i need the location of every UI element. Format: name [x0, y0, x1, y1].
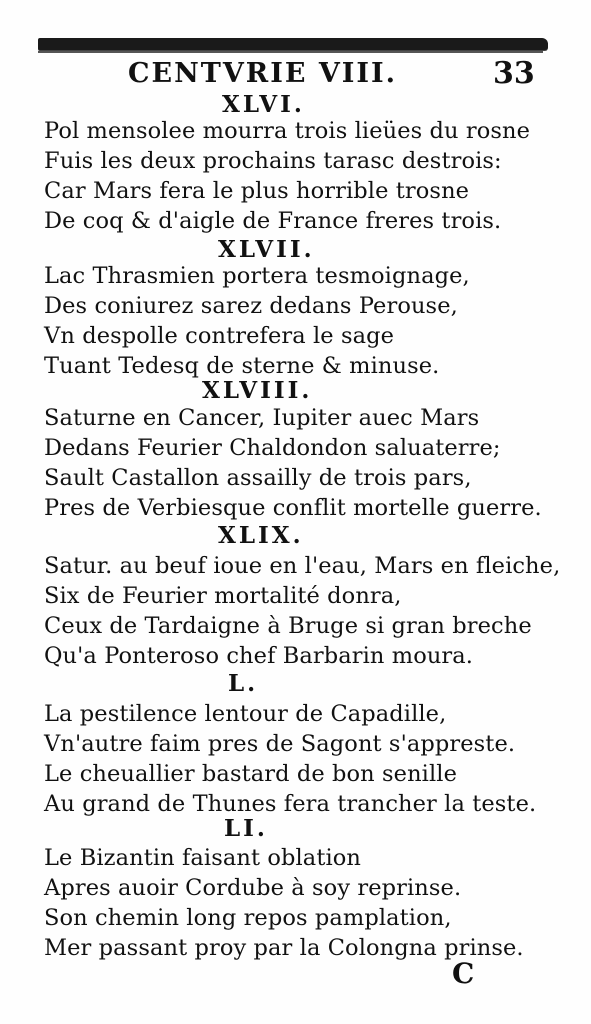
quatrain-number: L.: [228, 670, 259, 697]
verse-line: La pestilence lentour de Capadille,: [44, 701, 447, 727]
page-header: [0, 56, 591, 92]
verse-line: Vn'autre faim pres de Sagont s'appreste.: [44, 731, 516, 757]
verse-line: Six de Feurier mortalité donra,: [44, 583, 402, 609]
verse-line: Lac Thrasmien portera tesmoignage,: [44, 263, 470, 289]
verse-line: Au grand de Thunes fera trancher la teste.: [44, 791, 537, 817]
verse-line: Mer passant proy par la Colongna prinse.: [44, 935, 524, 961]
verse-line: Le cheuallier bastard de bon senille: [44, 761, 457, 787]
verse-line: Sault Castallon assailly de trois pars,: [44, 465, 472, 491]
quatrain-number: XLVIII.: [202, 377, 313, 404]
verse-line: Tuant Tedesq de sterne & minuse.: [44, 353, 440, 379]
verse-line: De coq & d'aigle de France freres trois.: [44, 208, 502, 234]
verse-line: Fuis les deux prochains tarasc destrois:: [44, 148, 502, 174]
verse-line: Le Bizantin faisant oblation: [44, 845, 361, 871]
quatrain-number: XLVI.: [222, 91, 305, 118]
quatrain-number: LI.: [224, 815, 268, 842]
verse-line: Pol mensolee mourra trois lieües du rosne: [44, 118, 531, 144]
verse-line: Pres de Verbiesque conflit mortelle guerre.: [44, 495, 542, 521]
page-top-rule: [38, 51, 543, 53]
page-number: 33: [493, 56, 535, 91]
quatrain-number: XLVII.: [218, 236, 315, 263]
verse-line: Dedans Feurier Chaldondon saluaterre;: [44, 435, 501, 461]
running-head: CENTVRIE VIII.: [128, 58, 398, 89]
verse-line: Des coniurez sarez dedans Perouse,: [44, 293, 458, 319]
verse-line: Apres auoir Cordube à soy reprinse.: [44, 875, 462, 901]
verse-line: Satur. au beuf ioue en l'eau, Mars en fleiche,: [44, 553, 561, 579]
signature-mark: C: [452, 957, 475, 990]
verse-line: Car Mars fera le plus horrible trosne: [44, 178, 470, 204]
verse-line: Vn despolle contrefera le sage: [44, 323, 395, 349]
verse-line: Ceux de Tardaigne à Bruge si gran breche: [44, 613, 532, 639]
quatrain-number: XLIX.: [218, 522, 304, 549]
verse-line: Son chemin long repos pamplation,: [44, 905, 452, 931]
page-top-edge: [38, 38, 548, 50]
verse-line: Qu'a Ponteroso chef Barbarin moura.: [44, 643, 474, 669]
verse-line: Saturne en Cancer, Iupiter auec Mars: [44, 405, 480, 431]
